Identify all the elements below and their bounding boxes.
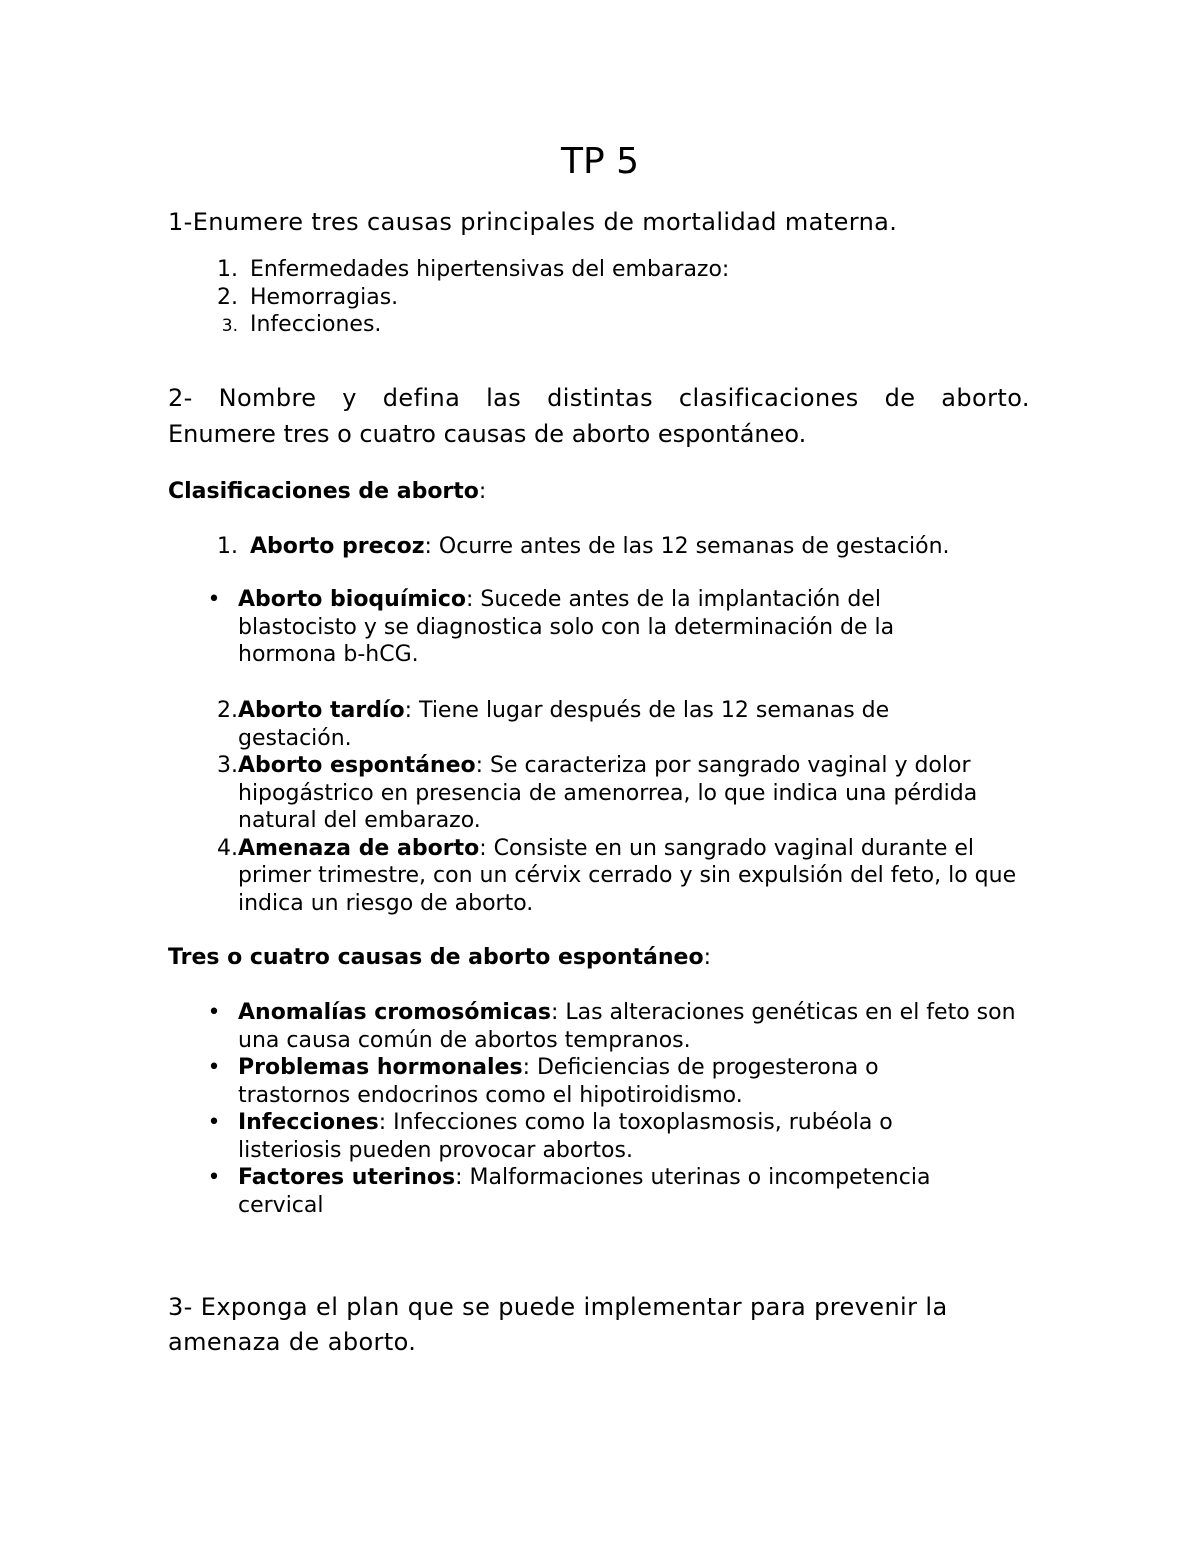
- causes-heading: Tres o cuatro causas de aborto espontáneo:: [168, 945, 712, 970]
- document-title: TP 5: [560, 141, 640, 182]
- bullet-icon: •: [207, 1110, 221, 1135]
- question-2-line-2: Enumere tres o cuatro causas de aborto espontáneo.: [168, 420, 807, 448]
- list-item: [168, 999, 1038, 1054]
- definition: : Infecciones como la toxoplasmosis, rubéola o listeriosis pueden provocar abortos.: [238, 1110, 893, 1163]
- list-item: [168, 1054, 1038, 1109]
- mortality-causes-list: [168, 256, 1038, 341]
- term: Amenaza de aborto: [238, 835, 480, 861]
- term: Aborto tardío: [238, 698, 405, 723]
- definition: : Sucede antes de la implantación del blastocisto y se diagnostica solo con la determinación de la hormona b-hCG.: [238, 587, 895, 667]
- bullet-icon: •: [207, 1000, 221, 1025]
- classifications-heading: Clasificaciones de aborto:: [168, 479, 487, 504]
- list-item: [168, 752, 1038, 835]
- question-2-word: y: [342, 384, 357, 412]
- bullet-icon: •: [207, 1055, 221, 1080]
- list-item-text: Infecciones.: [250, 312, 382, 337]
- question-2-word: defina: [382, 384, 461, 412]
- question-2-word: Nombre: [218, 384, 317, 412]
- list-item: [168, 533, 1038, 561]
- list-item: [168, 284, 1038, 312]
- list-item-text: Enfermedades hipertensivas del embarazo:: [250, 257, 730, 282]
- question-2-word: las: [486, 384, 522, 412]
- question-2-word: clasificaciones: [678, 384, 859, 412]
- list-item: [168, 586, 1038, 669]
- list-item: [168, 311, 1038, 341]
- term: Infecciones: [238, 1110, 379, 1135]
- list-item: [168, 1109, 1038, 1164]
- classifications-list: [168, 533, 1038, 561]
- definition: : Se caracteriza por sangrado vaginal y dolor hipogástrico en presencia de amenorrea, lo que indica una pérdida natural del embarazo.: [238, 753, 978, 833]
- question-3: 3- Exponga el plan que se puede implementar para prevenir la amenaza de aborto.: [168, 1293, 948, 1356]
- definition: : Las alteraciones genéticas en el feto son una causa común de abortos tempranos.: [238, 1000, 1016, 1053]
- term: Aborto bioquímico: [238, 587, 467, 612]
- list-item: [168, 835, 1038, 918]
- term: Aborto precoz: [250, 534, 425, 559]
- question-2: [168, 380, 1030, 452]
- classifications-list-bullet: [168, 586, 1038, 669]
- term: Problemas hormonales: [238, 1055, 523, 1080]
- question-2-word: aborto.: [941, 384, 1030, 412]
- list-number: 2.: [217, 698, 238, 723]
- definition: : Tiene lugar después de las 12 semanas de gestación.: [238, 698, 890, 751]
- question-1: 1-Enumere tres causas principales de mortalidad materna.: [168, 208, 898, 236]
- list-number: 3.: [217, 753, 238, 778]
- list-item-text: Hemorragias.: [250, 284, 399, 310]
- term: Anomalías cromosómicas: [238, 1000, 551, 1025]
- term: Aborto espontáneo: [238, 753, 476, 778]
- definition: : Consiste en un sangrado vaginal durante el primer trimestre, con un cérvix cerrado y sin expulsión del feto, lo que indica un riesgo de aborto.: [238, 835, 1017, 916]
- bullet-icon: •: [207, 1165, 221, 1190]
- list-number: 1.: [217, 257, 238, 282]
- definition: : Ocurre antes de las 12 semanas de gestación.: [424, 534, 950, 559]
- list-item: [168, 256, 1038, 284]
- list-item: [168, 1164, 1038, 1219]
- list-number: 3.: [221, 316, 238, 336]
- term: Factores uterinos: [238, 1165, 456, 1190]
- causes-list: [168, 999, 1038, 1219]
- question-2-word: de: [884, 384, 916, 412]
- question-2-word: distintas: [547, 384, 654, 412]
- question-2-word: 2-: [168, 384, 193, 412]
- list-number: 2.: [217, 284, 238, 310]
- classifications-list-continued: [168, 697, 1038, 917]
- list-number: 4.: [217, 835, 238, 861]
- list-item: [168, 697, 1038, 752]
- definition: : Deficiencias de progesterona o trastornos endocrinos como el hipotiroidismo.: [238, 1055, 879, 1108]
- list-number: 1.: [217, 534, 238, 559]
- bullet-icon: •: [207, 587, 221, 612]
- question-2-line-1: [168, 380, 1030, 416]
- definition: : Malformaciones uterinas o incompetencia cervical: [238, 1165, 931, 1218]
